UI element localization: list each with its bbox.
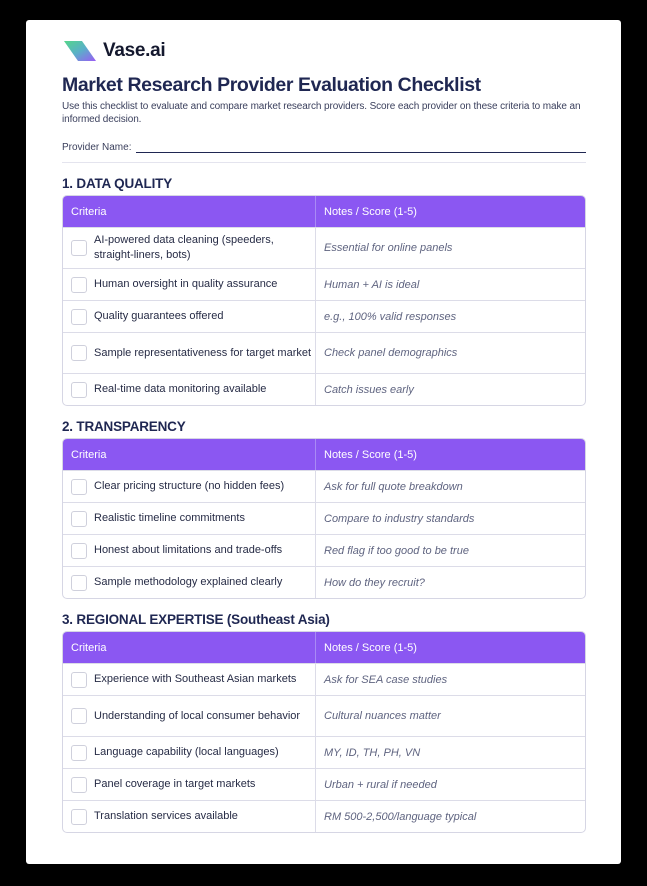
criteria-cell: [63, 664, 316, 695]
criteria-text: AI-powered data cleaning (speeders, straight-liners, bots): [94, 234, 274, 261]
checkbox[interactable]: [71, 777, 87, 793]
header-criteria: Criteria: [63, 196, 316, 227]
table-row: [63, 268, 585, 300]
header-notes: Notes / Score (1-5): [324, 448, 417, 461]
criteria-cell: [63, 301, 316, 332]
checkbox[interactable]: [71, 309, 87, 325]
criteria-text: Understanding of local consumer behavior: [94, 709, 301, 722]
checkbox[interactable]: [71, 708, 87, 724]
criteria-text: Translation services available: [94, 810, 238, 822]
table-row: [63, 695, 585, 736]
table-row: [63, 332, 585, 373]
notes-cell[interactable]: Human + AI is ideal: [324, 278, 420, 291]
checkbox[interactable]: [71, 345, 87, 361]
criteria-text: Human oversight in quality assurance: [94, 278, 278, 290]
table-row: [63, 300, 585, 332]
criteria-text: Sample representativeness for target market: [94, 346, 312, 359]
notes-cell[interactable]: e.g., 100% valid responses: [324, 310, 457, 323]
header-notes: Notes / Score (1-5): [324, 205, 417, 218]
criteria-text: Sample methodology explained clearly: [94, 576, 283, 588]
checkbox[interactable]: [71, 277, 87, 293]
table-header: [63, 439, 585, 470]
table-row: [63, 800, 585, 832]
criteria-cell: [63, 228, 316, 268]
notes-cell[interactable]: Urban + rural if needed: [324, 778, 437, 791]
table-row: [63, 502, 585, 534]
notes-cell[interactable]: RM 500-2,500/language typical: [324, 810, 477, 823]
notes-cell[interactable]: MY, ID, TH, PH, VN: [324, 746, 421, 759]
criteria-cell: [63, 503, 316, 534]
brand-name: Vase.ai: [103, 40, 166, 61]
section-title: 1. DATA QUALITY: [62, 176, 172, 191]
checkbox[interactable]: [71, 575, 87, 591]
notes-cell[interactable]: Check panel demographics: [324, 347, 458, 359]
table-row: [63, 736, 585, 768]
checklist-page: [26, 20, 621, 864]
section-title: 2. TRANSPARENCY: [62, 419, 186, 434]
criteria-text: Quality guarantees offered: [94, 310, 224, 322]
checkbox[interactable]: [71, 809, 87, 825]
checkbox[interactable]: [71, 479, 87, 495]
criteria-text: Panel coverage in target markets: [94, 778, 256, 790]
notes-cell[interactable]: Essential for online panels: [324, 242, 453, 254]
brand-logo: [62, 37, 586, 65]
criteria-cell: [63, 269, 316, 300]
notes-cell[interactable]: Red flag if too good to be true: [324, 544, 469, 557]
criteria-cell: [63, 374, 316, 405]
page-subtitle: Use this checklist to evaluate and compare market research providers. Score each provider on these criteria to make an informed decision.: [62, 101, 581, 125]
table-header: [63, 196, 585, 227]
criteria-cell: [63, 696, 316, 736]
checkbox[interactable]: [71, 511, 87, 527]
checkbox[interactable]: [71, 382, 87, 398]
section-title: 3. REGIONAL EXPERTISE (Southeast Asia): [62, 612, 330, 627]
criteria-text: Realistic timeline commitments: [94, 512, 245, 524]
checklist-table: [62, 195, 586, 406]
table-row: [63, 663, 585, 695]
criteria-text: Clear pricing structure (no hidden fees): [94, 480, 285, 492]
criteria-cell: [63, 737, 316, 768]
criteria-text: Honest about limitations and trade-offs: [94, 544, 283, 556]
vase-logo-icon: [62, 39, 98, 63]
page-title: Market Research Provider Evaluation Checklist: [62, 74, 481, 96]
checkbox[interactable]: [71, 240, 87, 256]
provider-name-field[interactable]: [62, 142, 586, 153]
criteria-cell: [63, 471, 316, 502]
page-content: [62, 37, 586, 833]
criteria-cell: [63, 769, 316, 800]
criteria-text: Real-time data monitoring available: [94, 383, 267, 395]
criteria-text: Language capability (local languages): [94, 746, 279, 758]
checkbox[interactable]: [71, 543, 87, 559]
checklist-table: [62, 438, 586, 599]
criteria-cell: [63, 535, 316, 566]
notes-cell[interactable]: Ask for full quote breakdown: [324, 480, 463, 493]
table-row: [63, 566, 585, 598]
provider-name-input-line[interactable]: [136, 142, 586, 153]
criteria-text: Experience with Southeast Asian markets: [94, 673, 297, 685]
criteria-cell: [63, 333, 316, 373]
table-header: [63, 632, 585, 663]
table-row: [63, 470, 585, 502]
notes-cell[interactable]: Catch issues early: [324, 383, 414, 396]
notes-cell[interactable]: Ask for SEA case studies: [324, 673, 448, 686]
table-row: [63, 768, 585, 800]
header-criteria: Criteria: [63, 632, 316, 663]
notes-cell[interactable]: Cultural nuances matter: [324, 710, 441, 722]
checkbox[interactable]: [71, 672, 87, 688]
notes-cell[interactable]: How do they recruit?: [324, 576, 425, 589]
header-notes: Notes / Score (1-5): [324, 641, 417, 654]
checklist-table: [62, 631, 586, 833]
header-criteria: Criteria: [63, 439, 316, 470]
table-row: [63, 227, 585, 268]
table-row: [63, 534, 585, 566]
criteria-cell: [63, 801, 316, 832]
checkbox[interactable]: [71, 745, 87, 761]
notes-cell[interactable]: Compare to industry standards: [324, 512, 475, 525]
table-row: [63, 373, 585, 405]
provider-name-label: Provider Name:: [62, 142, 132, 153]
criteria-cell: [63, 567, 316, 598]
divider: [62, 162, 586, 163]
